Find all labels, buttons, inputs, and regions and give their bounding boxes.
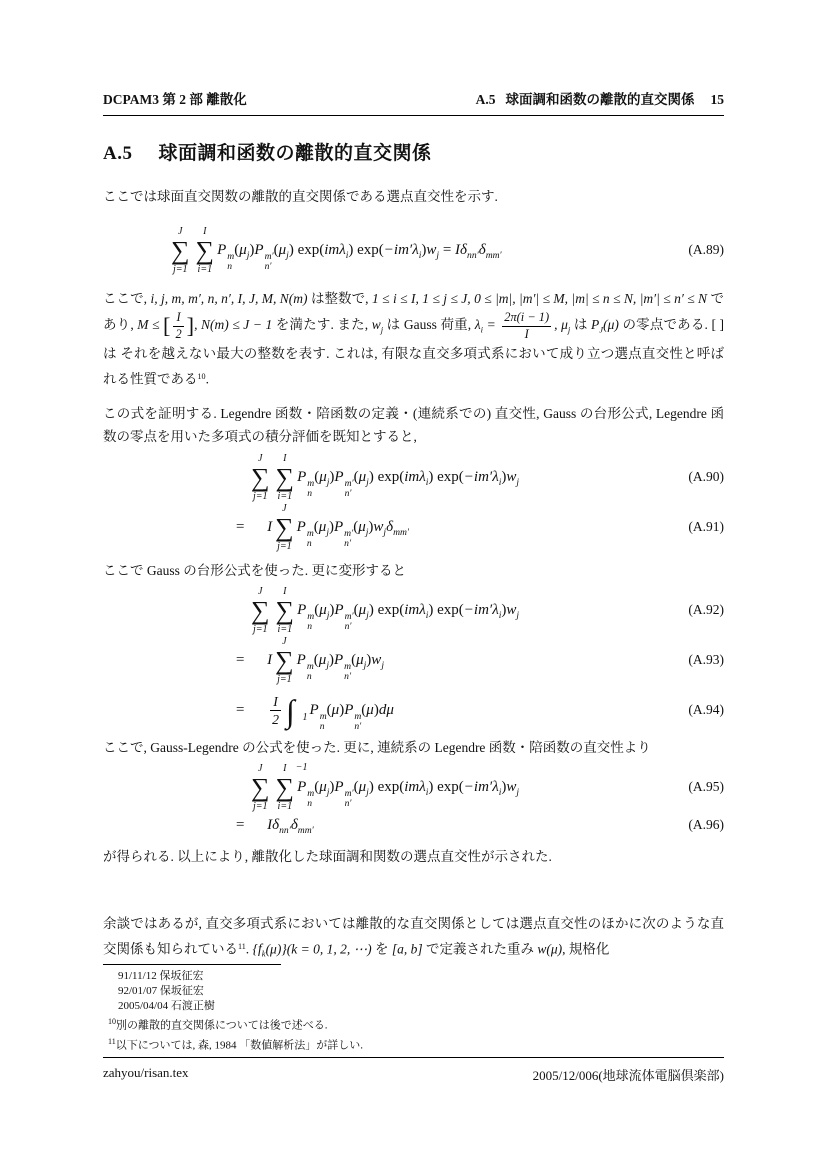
running-header: [103, 88, 724, 116]
equation-a89-tag: (A.89): [688, 242, 724, 257]
paragraph-digression-block: [103, 912, 724, 960]
footnote-block: [103, 964, 724, 1053]
equation-a90: [103, 452, 724, 502]
equation-a96: [103, 812, 724, 838]
page-number: 15: [710, 92, 724, 107]
paragraph-proof-intro-block: [103, 402, 724, 448]
paragraph-conclusion: が得られる. 以上により, 離散化した球面調和関数の選点直交性が示された.: [103, 849, 552, 864]
paragraph-proof-intro: この式を証明する. Legendre 函数・陪函数の定義・(連続系での) 直交性, Gauss の台形公式, Legendre 函数の零点を用いた多項式の積分評価を既知とすると,: [103, 406, 724, 444]
equation-a96-body: = $I\delta_{nn'}\delta_{mm'}$: [235, 817, 314, 836]
equation-a91-body: = I J ∑ j=1 P m n $(\mu_j)P$ m′ n′ $(\mu_j)w_j\delta_{mm'}$: [235, 503, 410, 552]
equation-a92: [103, 585, 724, 635]
header-section-number: A.5: [475, 92, 496, 107]
equation-a90-body: J ∑ j=1 I ∑ i=1 P m n $(\mu_j)P$ m′ n′ $(\mu_j)$ exp(imλ$_i$) $\exp(-im'\lambda_i)w_j$: [251, 453, 520, 502]
equation-a91: [103, 502, 724, 552]
running-header-block: [103, 88, 724, 116]
equation-a89: [103, 222, 724, 278]
footnote-11: [103, 1034, 724, 1054]
paragraph-conditions-block: [103, 287, 724, 390]
section-title: 球面調和函数の離散的直交関係: [158, 143, 432, 164]
footnote-10-marker: 10: [108, 1017, 116, 1026]
footnote-11-marker: 11: [108, 1036, 116, 1046]
paragraph-digression: 余談ではあるが, 直交多項式系においては離散的な直交関係としては選点直交性のほかに次のような直交関係も知られている$^{11}$. $\{f_k(\mu)\}(k = 0$, 1, 2, ⋯) を [a, b] で定義された重み w(μ), 規格化: [103, 916, 724, 959]
paragraph-gauss-legendre-block: [103, 736, 724, 759]
paragraph-gauss-legendre: ここで, Gauss-Legendre の公式を使った. 更に, 連続系の Legendre 函数・陪函数の直交性より: [103, 740, 651, 755]
footnote-date-1: 91/11/12 保坂征宏: [118, 970, 204, 982]
paragraph-trapezoid-block: [103, 559, 724, 582]
header-section-title: 球面調和函数の離散的直交関係: [505, 92, 695, 107]
footnote-10: [103, 1014, 724, 1034]
footer-publisher: 2005/12/006(地球流体電脳倶楽部): [532, 1068, 724, 1083]
equation-group-3: [103, 762, 724, 838]
paragraph-conditions: ここで, i, j, m, m′, n, n′, I, J, M, N(m) は整数で, 1 ≤ i ≤ I, 1 ≤ j ≤ J, 0 ≤ |m|, |m′| ≤ M, |m| ≤ n ≤ N, |m′| ≤ n′ ≤ N であり, M ≤ [ $\frac{I}{2}$ ], N(m) ≤ J − 1 を満たす. また, $w_j$ は Gauss 荷重, $\lambda_i$ = $\frac{2\pi(i - 1)}{I}$ , $\mu_j$ は $P_J(\mu)$ の零点である. [ ] は それを越えない最大の整数を表す. これは, 有限な直交多項式系において成り立つ選点直交性と呼ばれる性質である$^{10}$.: [103, 291, 725, 387]
footer-block: [103, 1057, 724, 1084]
equation-a89-block: [103, 222, 724, 278]
section-heading: [103, 138, 724, 165]
equation-group-1: [103, 452, 724, 552]
equation-a94-body: = $\frac{I}{2}$ ∫ 1 −1 P m n (μ)P m n′ (μ)dμ: [235, 692, 394, 773]
equation-a93-tag: (A.93): [688, 652, 724, 667]
equation-a96-tag: (A.96): [688, 817, 724, 832]
section-number: A.5: [103, 143, 133, 164]
equation-a91-tag: (A.91): [688, 519, 724, 534]
header-left: DCPAM3 第 2 部 離散化: [103, 92, 247, 107]
footnote-date-3: 2005/04/04 石渡正樹: [118, 1000, 215, 1012]
equation-a93-body: = I J ∑ j=1 P m n $(\mu_j)P$ m n′ $(\mu_j)w_j$: [235, 636, 384, 685]
equation-a89-body: J ∑ j=1 I ∑ i=1 P m n $(\mu_j)P$ m′ n′ $(\mu_j)$ exp(imλ$_i$) $\exp(-im'\lambda_i)w_j = I\delta_{nn'}\delta_{mm'}$: [171, 226, 502, 275]
equation-a95-body: J ∑ j=1 I ∑ i=1 P m n $(\mu_j)P$ m′ n′ $(\mu_j)$ exp(imλ$_i$) $\exp(-im'\lambda_i)w_j$: [251, 763, 520, 812]
equation-a92-tag: (A.92): [688, 602, 724, 617]
equation-a94-tag: (A.94): [688, 702, 724, 717]
page-footer: [103, 1057, 724, 1084]
paragraph-conclusion-block: [103, 845, 724, 868]
paragraph-intro: ここでは球面直交関数の離散的直交関係である選点直交性を示す.: [103, 189, 498, 204]
equation-a90-tag: (A.90): [688, 469, 724, 484]
equation-a95: [103, 762, 724, 812]
footnote-date-2: 92/01/07 保坂征宏: [118, 985, 204, 997]
equation-a95-tag: (A.95): [688, 779, 724, 794]
footnote-11-text: 以下については, 森, 1984 「数値解析法」が詳しい.: [115, 1039, 363, 1052]
equation-a92-body: J ∑ j=1 I ∑ i=1 P m n $(\mu_j)P$ m′ n′ $(\mu_j)$ exp(imλ$_i$) $\exp(-im'\lambda_i)w_j$: [251, 586, 520, 635]
footnote-10-text: 別の離散的直交関係については後で述べる.: [116, 1019, 328, 1032]
equation-a93: [103, 635, 724, 685]
paragraph-intro-block: [103, 185, 724, 208]
footer-filename: zahyou/risan.tex: [103, 1065, 189, 1080]
header-right: [476, 88, 724, 108]
section-heading-block: [103, 138, 724, 165]
footnote-rule: [103, 964, 281, 965]
paragraph-trapezoid: ここで Gauss の台形公式を使った. 更に変形すると: [103, 563, 406, 578]
